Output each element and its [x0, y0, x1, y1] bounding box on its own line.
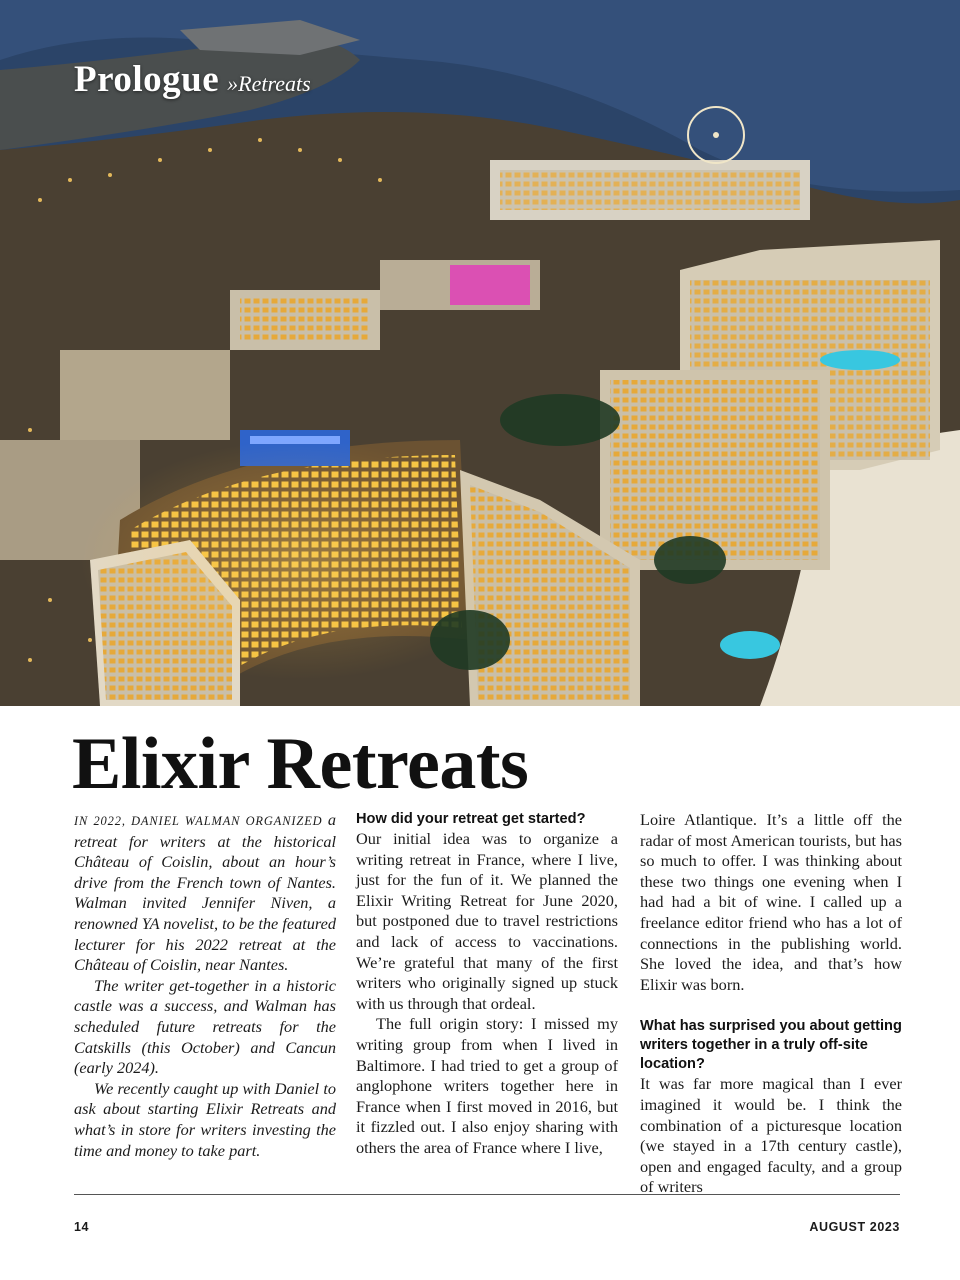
intro-column: [74, 810, 336, 1161]
answer-1-paragraph-1: Our initial idea was to organize a writing retreat in France, where I live, just for the fun of it. We planned the Elixir Writing Retreat for June 2020, but postponed due to travel restrictions and lack of access to vaccinations. We’re grateful that many of the first writers who originally signed up stuck with us through that ordeal.: [356, 829, 618, 1013]
answer-1-paragraph-3: Loire Atlantique. It’s a little off the radar of most American tourists, but has so much to offer. I was thinking about these two things one evening when I had had a bit of wine. I called up a freelance editor friend who has a lot of connections in the publishing world. She loved the idea, and that’s how Elixir was born.: [640, 810, 902, 994]
intro-paragraph-3: We recently caught up with Daniel to ask about starting Elixir Retreats and what’s in store for writers investing the time and money to take part.: [74, 1078, 336, 1160]
kicker-separator: »: [227, 71, 239, 96]
intro-paragraph-1: [74, 810, 336, 976]
article-title: Elixir Retreats: [72, 723, 529, 805]
subsection-label: Retreats: [238, 71, 311, 96]
question-heading-1: How did your retreat get started?: [356, 811, 586, 827]
section-kicker: [74, 58, 311, 101]
footer-rule: [74, 1194, 900, 1195]
page-number: 14: [74, 1220, 90, 1234]
intro-paragraph-2: The writer get-together in a historic castle was a success, and Walman has scheduled future retreats for the Catskills (this October) and Cancun (early 2024).: [74, 975, 336, 1078]
answer-2-paragraph-1: It was far more magical than I ever imagined it would be. I think the combination of a picturesque location (we stayed in a 17th century castle), open and engaged faculty, and a group of writers: [640, 1074, 902, 1197]
intro-paragraph-1-text: a retreat for writers at the historical Château of Coislin, about an hour’s drive from the French town of Nantes. Walman invited Jennifer Niven, a renowned YA novelist, to be the featured lecturer for his 2022 retreat at the Château of Coislin, near Nantes.: [74, 810, 336, 975]
section-label: Prologue: [74, 59, 220, 100]
section-gap: [640, 995, 902, 1017]
answer-1-paragraph-2: The full origin story: I missed my writing group from when I lived in Baltimore. I had tried to get a group of anglophone writers together here in France when I first moved in 2016, but it fizzled out. I also enjoy sharing with others the area of France where I live,: [356, 1014, 618, 1157]
question-heading-2: What has surprised you about getting writers together in a truly off-site location?: [640, 1018, 902, 1073]
column-3: [640, 810, 902, 1198]
column-2: [356, 810, 618, 1159]
intro-lead-caps: IN 2022, DANIEL WALMAN ORGANIZED: [74, 814, 323, 828]
issue-date: AUGUST 2023: [809, 1220, 900, 1234]
